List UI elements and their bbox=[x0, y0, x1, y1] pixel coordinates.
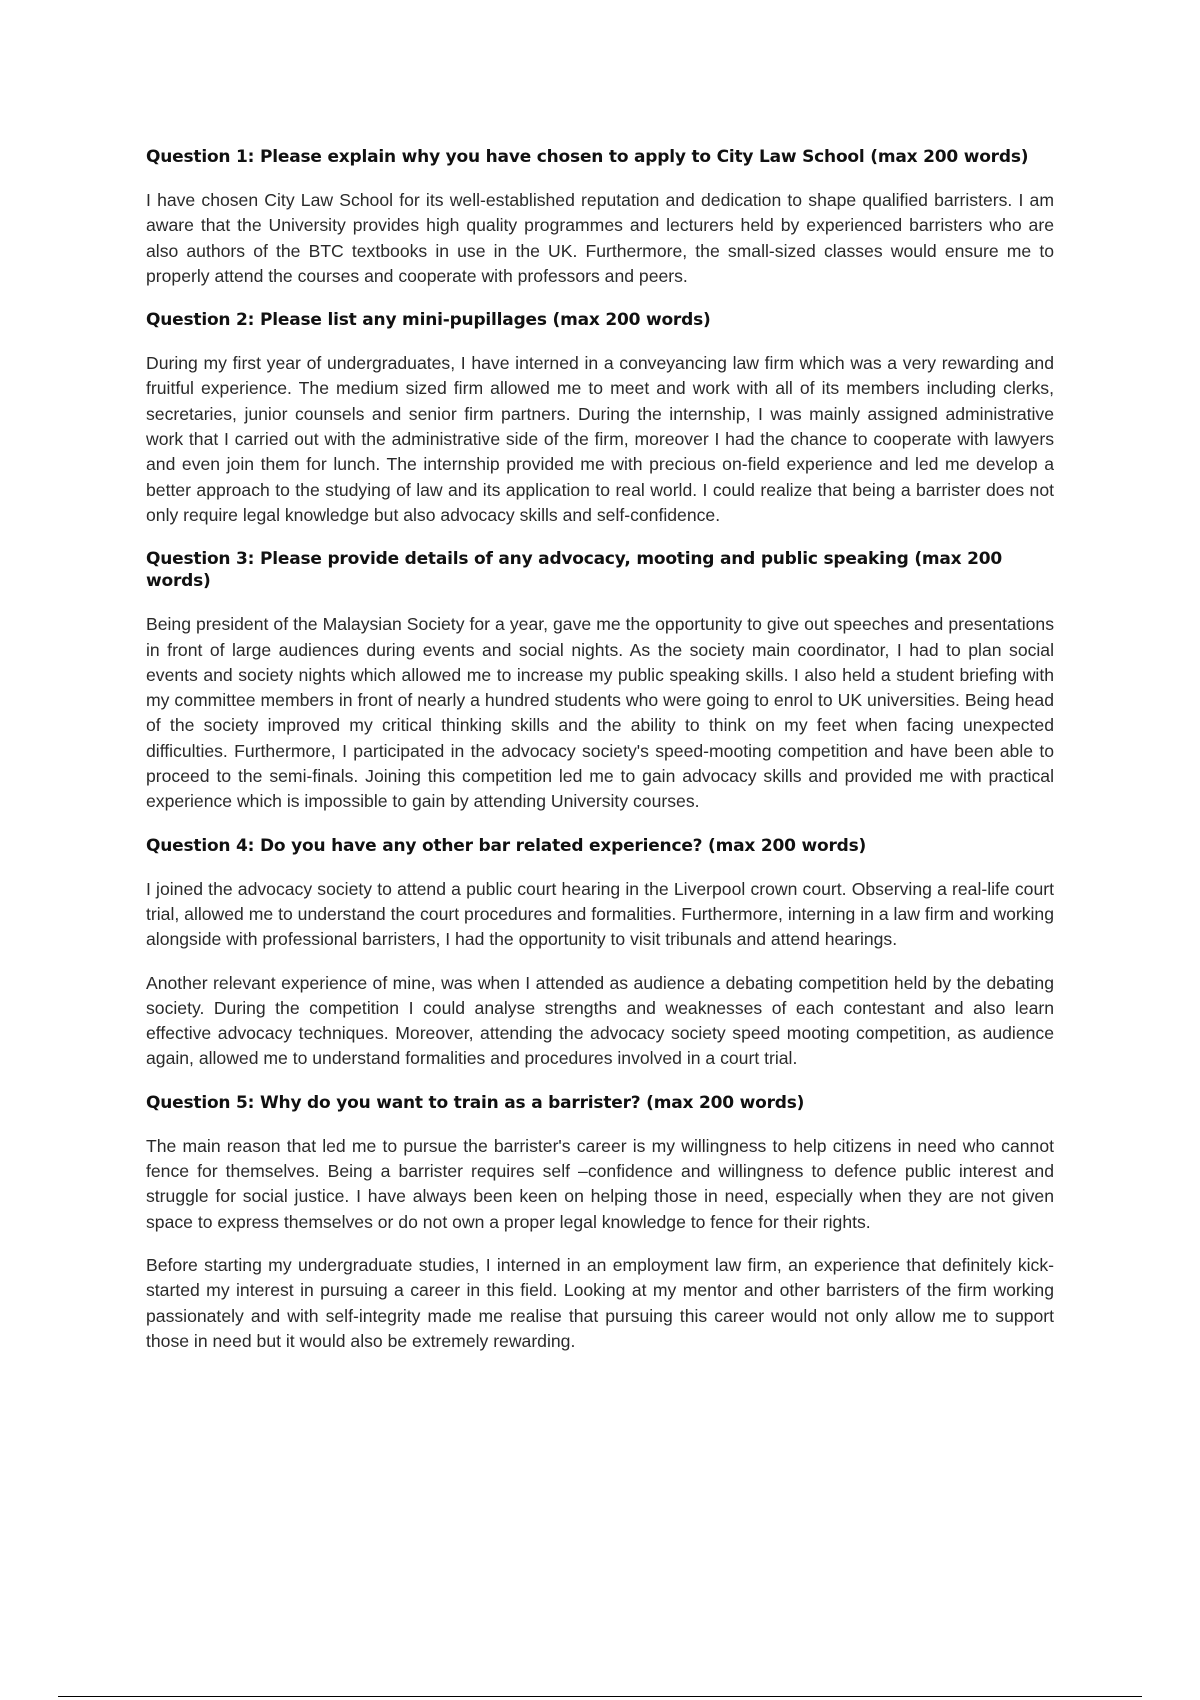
section-question-4 bbox=[146, 835, 1054, 1072]
question-5-heading: Question 5: Why do you want to train as a barrister? (max 200 words) bbox=[146, 1092, 805, 1113]
question-1-heading: Question 1: Please explain why you have chosen to apply to City Law School (max 200 words) bbox=[146, 147, 1029, 167]
section-question-2 bbox=[146, 309, 1054, 528]
section-question-1 bbox=[146, 146, 1054, 289]
answer-4-paragraph-2: Another relevant experience of mine, was when I attended as audience a debating competition held by the debating society. During the competition I could analyse strengths and weaknesses of each contestant and also learn effective advocacy techniques. Moreover, attending the advocacy society speed mooting competition, as audience again, allowed me to understand formalities and procedures involved in a court trial. bbox=[146, 972, 1054, 1069]
question-3-heading: Question 3: Please provide details of any advocacy, mooting and public speaking (max 200 words) bbox=[146, 549, 1003, 592]
answer-2-paragraph-1: During my first year of undergraduates, I have interned in a conveyancing law firm which was a very rewarding and fruitful experience. The medium sized firm allowed me to meet and work with all of its members including clerks, secretaries, junior counsels and senior firm partners. During the internship, I was mainly assigned administrative work that I carried out with the administrative side of the firm, moreover I had the chance to cooperate with lawyers and even join them for lunch. The internship provided me with precious on-field experience and led me develop a better approach to the studying of law and its application to real world. I could realize that being a barrister does not only require legal knowledge but also advocacy skills and self-confidence. bbox=[146, 353, 1054, 525]
question-4-heading: Question 4: Do you have any other bar related experience? (max 200 words) bbox=[146, 835, 867, 856]
answer-5-paragraph-2: Before starting my undergraduate studies, I interned in an employment law firm, an experience that definitely kick-started my interest in pursuing a career in this field. Looking at my mentor and other barristers of the firm working passionately and with self-integrity made me realise that pursuing this career would not only allow me to support those in need but it would also be extremely rewarding. bbox=[146, 1254, 1054, 1351]
answer-4-paragraph-1: I joined the advocacy society to attend a public court hearing in the Liverpool crown court. Observing a real-life court trial, allowed me to understand the court procedures and formalities. Furthermore, interning in a law firm and working alongside with professional barristers, I had the opportunity to visit tribunals and attend hearings. bbox=[146, 878, 1054, 950]
section-question-5 bbox=[146, 1092, 1054, 1354]
question-2-heading: Question 2: Please list any mini-pupillages (max 200 words) bbox=[146, 310, 711, 331]
page-bottom-rule bbox=[58, 1696, 1142, 1697]
answer-3-paragraph-1: Being president of the Malaysian Society for a year, gave me the opportunity to give out speeches and presentations in front of large audiences during events and social nights. As the society main coordinator, I had to plan social events and society nights which allowed me to increase my public speaking skills. I also held a student briefing with my committee members in front of nearly a hundred students who were going to enrol to UK universities. Being head of the society improved my critical thinking skills and the ability to think on my feet when facing unexpected difficulties. Furthermore, I participated in the advocacy society's speed-mooting competition and have been able to proceed to the semi-finals. Joining this competition led me to gain advocacy skills and provided me with practical experience which is impossible to gain by attending University courses. bbox=[146, 614, 1054, 812]
answer-5-paragraph-1: The main reason that led me to pursue the barrister's career is my willingness to help citizens in need who cannot fence for themselves. Being a barrister requires self –confidence and willingness to defence public interest and struggle for social justice. I have always been keen on helping those in need, especially when they are not given space to express themselves or do not own a proper legal knowledge to fence for their rights. bbox=[146, 1135, 1054, 1232]
document-body bbox=[146, 146, 1054, 1372]
section-question-3 bbox=[146, 548, 1054, 814]
answer-1-paragraph-1: I have chosen City Law School for its well-established reputation and dedication to shape qualified barristers. I am aware that the University provides high quality programmes and lecturers held by experienced barristers who are also authors of the BTC textbooks in use in the UK. Furthermore, the small-sized classes would ensure me to properly attend the courses and cooperate with professors and peers. bbox=[146, 190, 1054, 286]
